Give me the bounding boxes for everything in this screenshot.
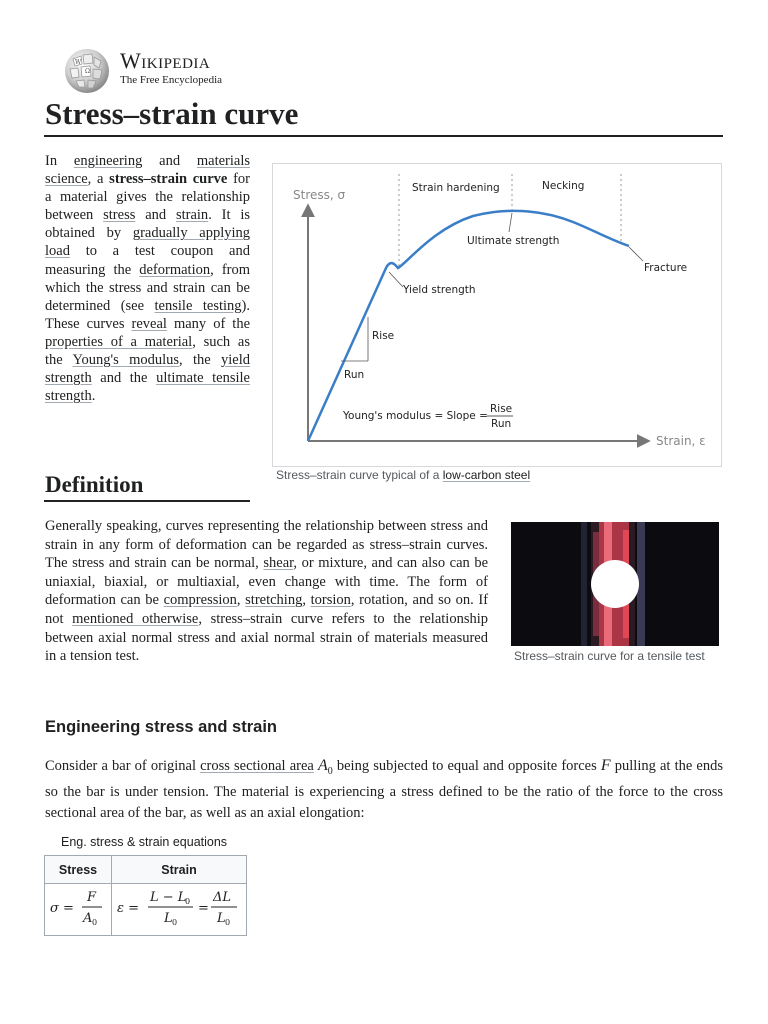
intro-text: ). These curves (45, 297, 250, 332)
fraction-denominator: Run (491, 418, 512, 430)
intro-text: . (91, 388, 96, 405)
fracture-leader (629, 247, 643, 261)
definition-divider (44, 500, 250, 502)
engineering-paragraph (45, 756, 723, 823)
intro-text: and (159, 153, 181, 169)
photo-caption: Stress–strain curve for a tensile test (514, 649, 705, 663)
intro-text: , a (87, 171, 104, 188)
link-materials-science[interactable]: materials science (45, 153, 251, 188)
strain-formula-numerator: L − L (150, 890, 187, 905)
definition-text: , (302, 592, 306, 609)
subscript-zero: 0 (327, 765, 333, 777)
link-reveal[interactable]: reveal (131, 315, 167, 332)
intro-text: and the (100, 370, 148, 387)
intro-text: . It is obtained by (45, 207, 250, 242)
link-mentioned-otherwise[interactable]: mentioned otherwise (72, 610, 199, 627)
link-youngs-modulus[interactable]: Young's modulus (72, 352, 180, 369)
link-engineering[interactable]: engineering (73, 153, 143, 169)
column-header-stress: Stress (45, 856, 112, 884)
fraction-numerator: Rise (490, 403, 513, 415)
intro-text: , the (179, 352, 211, 369)
strain-formula-equals: = (198, 901, 209, 916)
necking-label: Necking (542, 180, 585, 192)
link-strain[interactable]: strain (175, 207, 209, 224)
youngs-modulus-formula: Young's modulus = Slope = (343, 410, 488, 422)
intro-text: for a material gives the relationship between (45, 171, 251, 224)
engineering-text: pulling at the ends so the bar is under tension. The material is experiencing a stress defined to be the ratio of the force to the cross sectional area of the bar, as well as an axial elongation: (45, 758, 723, 821)
ultimate-strength-label: Ultimate strength (467, 235, 560, 247)
stress-strain-diagram[interactable] (272, 163, 722, 467)
stress-formula-numerator: F (87, 890, 97, 905)
stress-formula-lhs: σ = (50, 901, 74, 916)
definition-paragraph (45, 517, 488, 666)
variable-a: A (317, 757, 328, 774)
link-shear[interactable]: shear (263, 555, 294, 572)
delta-formula-denominator-sub: 0 (225, 918, 231, 927)
fracture-label: Fracture (644, 262, 688, 274)
ultimate-strength-leader (509, 213, 512, 232)
intro-paragraph (45, 152, 250, 405)
definition-text: , (236, 592, 241, 609)
stress-formula-cell (45, 884, 112, 936)
run-label: Run (344, 369, 365, 381)
yield-strength-label: Yield strength (403, 284, 476, 296)
definition-text: , rotation, and so on. If not (45, 592, 489, 627)
link-yield-strength[interactable]: yield strength (45, 352, 251, 387)
wikipedia-wordmark[interactable]: Wikipedia (120, 48, 211, 73)
table-header-row (45, 856, 247, 884)
link-load[interactable]: load (45, 243, 70, 260)
x-axis-label: Strain, ε (656, 434, 706, 448)
intro-text: , such as the (45, 333, 250, 369)
strain-hardening-label: Strain hardening (412, 182, 500, 194)
link-gradually-applying[interactable]: gradually applying (132, 225, 250, 242)
title-divider (44, 135, 723, 137)
definition-text: , or mixture, and can also can be uniaxial, biaxial, or multiaxial, even change with time. The form of deformation can be (45, 555, 489, 609)
engineering-text: Consider a bar of original (45, 758, 196, 774)
rise-label: Rise (372, 330, 395, 342)
strain-formula-cell (112, 884, 247, 936)
intro-text: , from which the stress and strain can be determined (see (45, 261, 250, 314)
link-deformation[interactable]: deformation (139, 261, 211, 278)
table-row (45, 884, 247, 936)
svg-text:W: W (75, 59, 82, 66)
link-tensile-testing[interactable]: tensile testing (154, 297, 242, 314)
stress-formula-denominator-sub: 0 (92, 918, 98, 927)
link-stretching[interactable]: stretching (245, 592, 303, 609)
intro-bold-term: stress–strain curve (109, 171, 228, 188)
link-compression[interactable]: compression (163, 592, 237, 609)
heading-engineering-stress-strain: Engineering stress and strain (45, 718, 277, 736)
page-title: Stress–strain curve (45, 96, 299, 131)
link-cross-sectional-area[interactable]: cross sectional area (200, 758, 314, 774)
delta-formula-denominator: L (217, 911, 226, 926)
wikipedia-globe-icon[interactable] (62, 46, 112, 96)
diagram-caption (276, 467, 530, 483)
intro-text: In (45, 153, 58, 169)
stress-formula-denominator: A (83, 911, 93, 926)
equations-table-caption: Eng. stress & strain equations (61, 835, 228, 849)
link-low-carbon-steel[interactable]: low-carbon steel (442, 468, 531, 482)
wikipedia-tagline: The Free Encyclopedia (120, 74, 223, 86)
strain-formula-lhs: ε = (117, 901, 140, 916)
intro-text: and (145, 207, 167, 224)
link-properties-of-a-material[interactable]: properties of a material (45, 333, 193, 350)
svg-text:Ω: Ω (85, 68, 90, 75)
strain-formula-numerator-sub: 0 (185, 897, 191, 906)
engineering-text: being subjected to equal and opposite forces (336, 758, 597, 774)
tensile-test-photo[interactable] (511, 522, 719, 646)
strain-formula-denominator-sub: 0 (172, 918, 178, 927)
link-ultimate-tensile-strength[interactable]: ultimate tensile strength (45, 370, 250, 405)
yield-strength-leader (389, 272, 403, 287)
intro-text: to a test coupon and measuring the (45, 243, 250, 278)
heading-definition: Definition (45, 472, 144, 497)
column-header-strain: Strain (112, 856, 247, 884)
diagram-caption-text: Stress–strain curve typical of a (276, 468, 440, 482)
intro-text: many of the (173, 315, 251, 332)
delta-formula-numerator: ΔL (213, 890, 232, 905)
definition-text: Generally speaking, curves representing the relationship between stress and strain in any form of deformation can be regarded as stress–strain curves. The stress and strain can be normal, (45, 518, 488, 572)
link-torsion[interactable]: torsion (310, 592, 351, 609)
definition-text: , stress–strain curve refers to the relationship between axial normal stress and axial normal strain of materials measured in a tension test. (45, 610, 489, 665)
variable-f: F (600, 757, 611, 774)
strain-formula-denominator: L (164, 911, 173, 926)
y-axis-label: Stress, σ (293, 188, 346, 202)
link-stress[interactable]: stress (103, 207, 136, 224)
equations-table (44, 855, 247, 936)
